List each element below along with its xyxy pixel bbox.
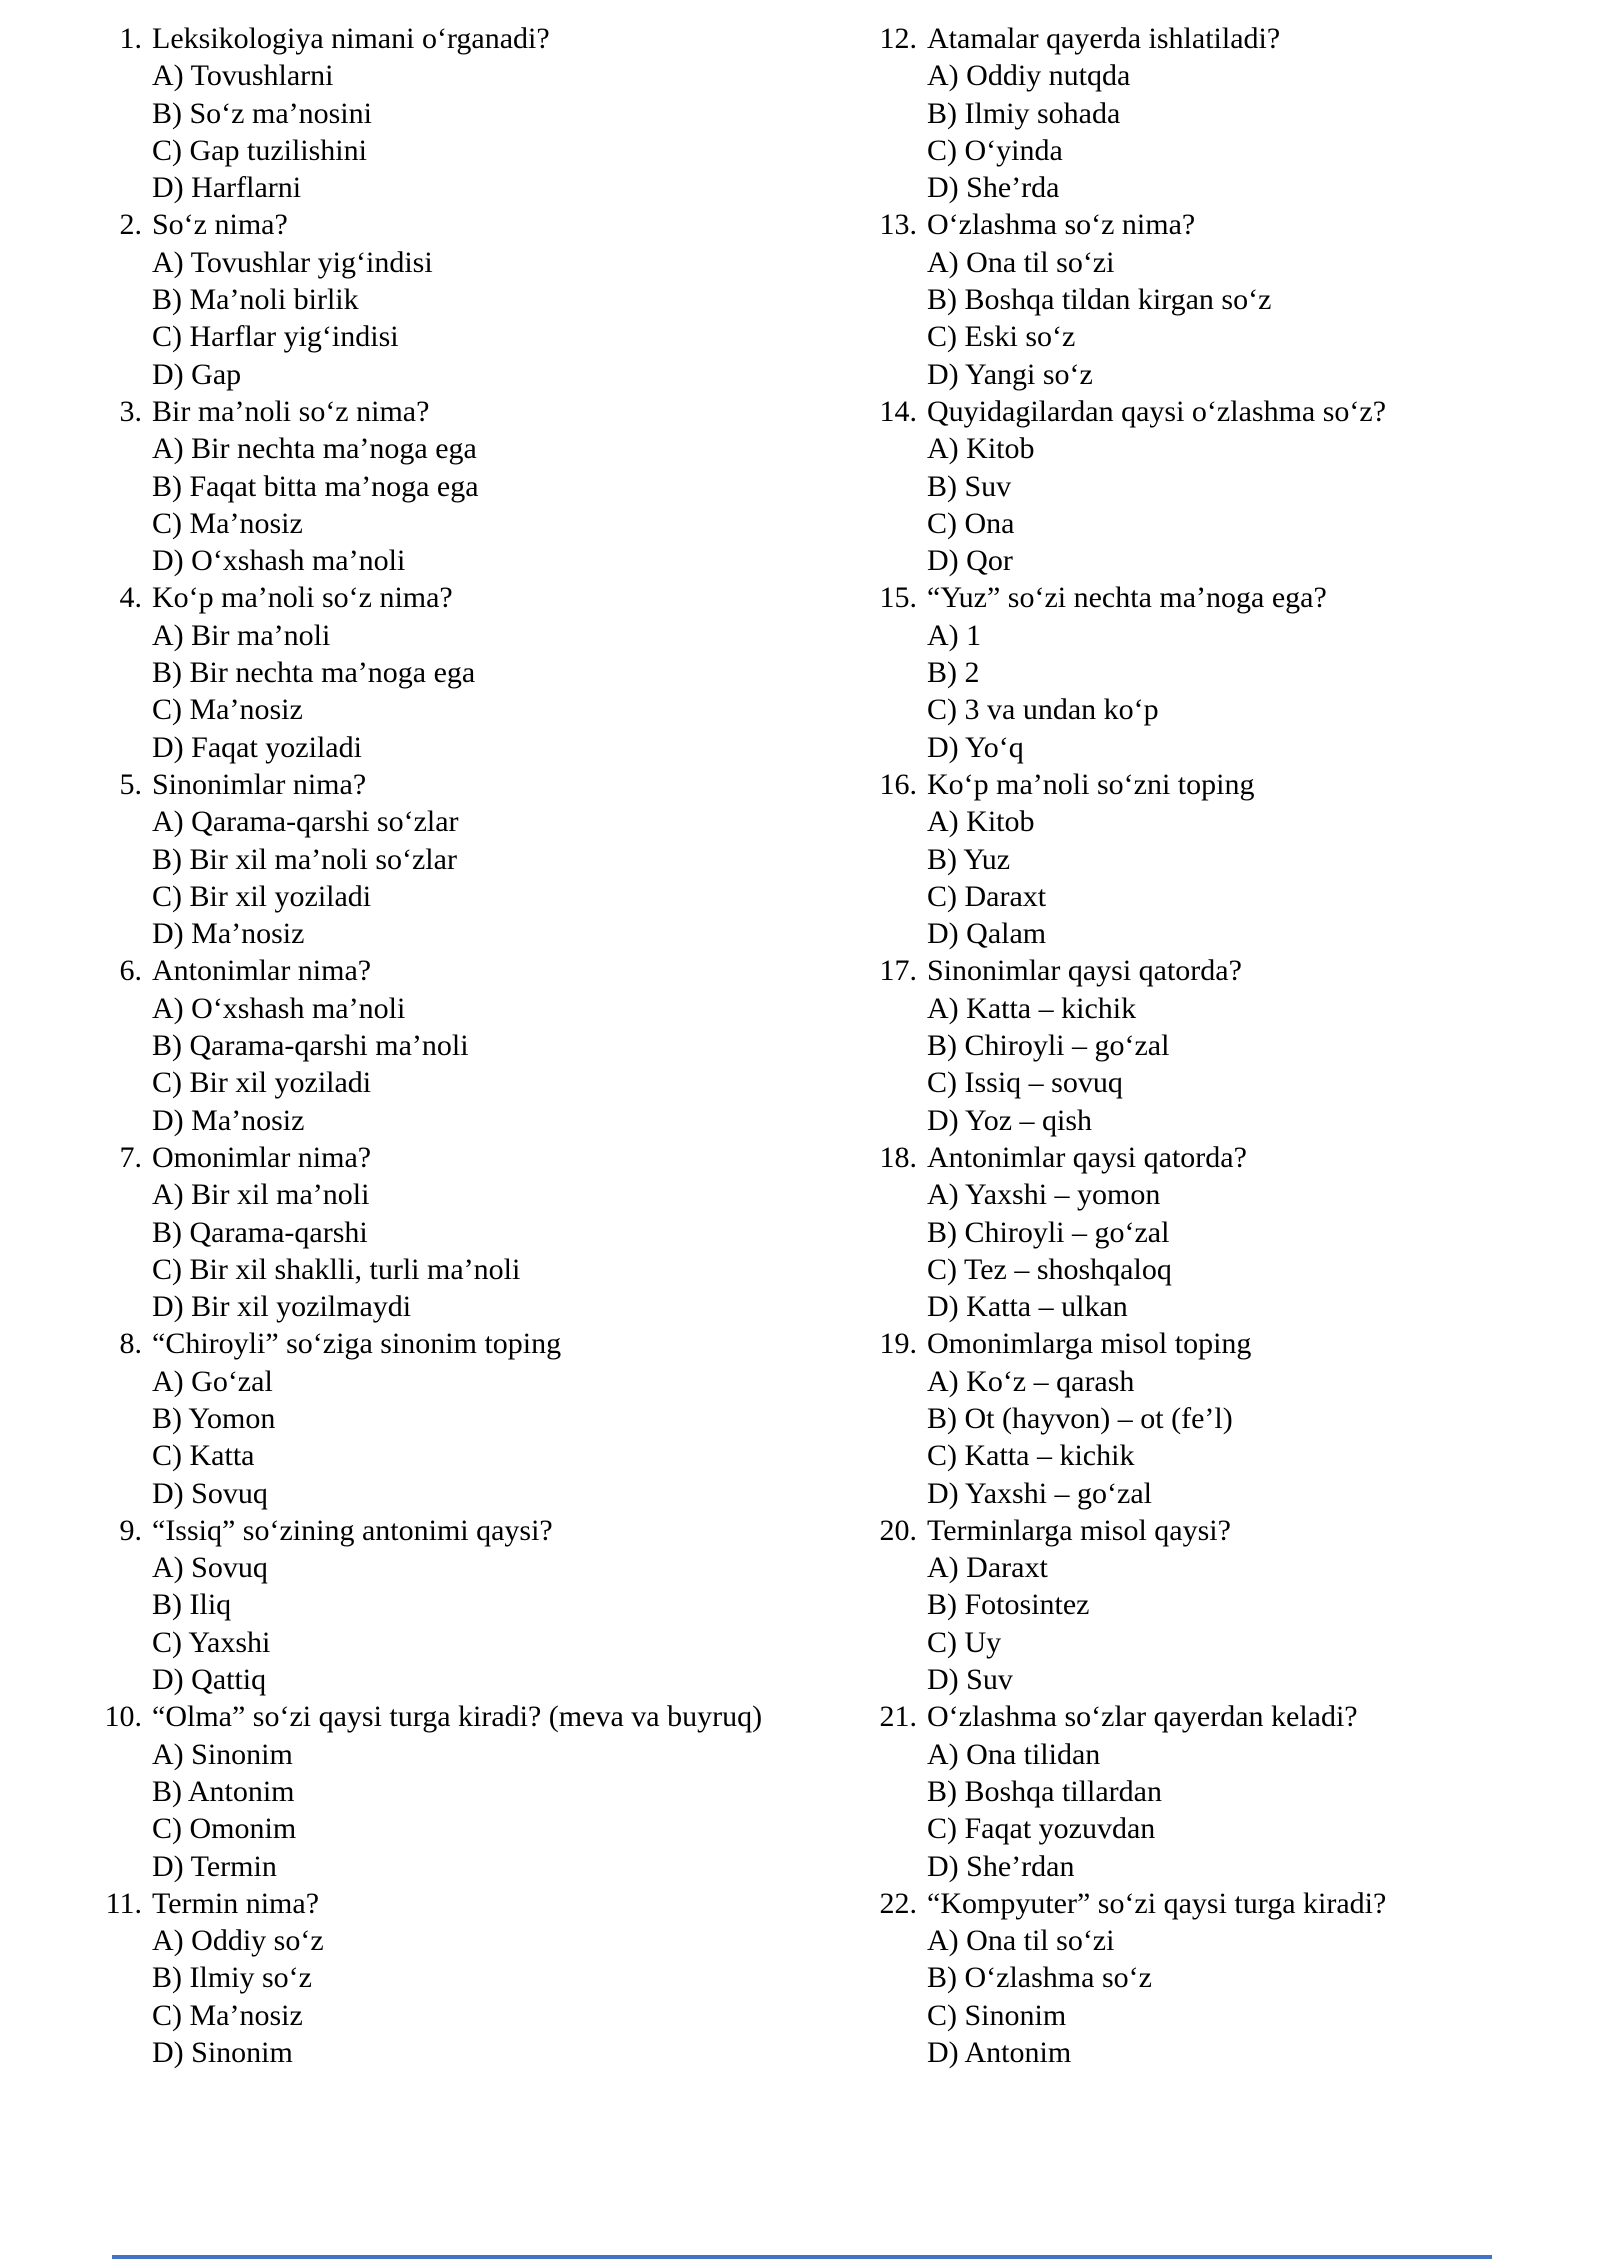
answer-option: D) Qattiq bbox=[152, 1663, 267, 1697]
answer-option: D) Antonim bbox=[927, 2036, 1072, 2070]
answer-option: B) Yomon bbox=[152, 1401, 276, 1435]
question bbox=[833, 393, 1600, 579]
question-text: Sinonimlar qaysi qatorda? bbox=[927, 954, 1242, 988]
answer-option: B) Bir xil ma’noli so‘zlar bbox=[152, 842, 457, 876]
answer-option: A) O‘xshash ma’noli bbox=[152, 991, 406, 1025]
question-number: 11. bbox=[105, 1886, 142, 1920]
question bbox=[833, 20, 1600, 206]
question bbox=[58, 1139, 800, 1325]
answer-option: C) Faqat yozuvdan bbox=[927, 1812, 1156, 1846]
question bbox=[833, 1512, 1600, 1698]
answer-option: D) Qalam bbox=[927, 917, 1047, 951]
answer-option: A) Bir nechta ma’noga ega bbox=[152, 432, 477, 466]
question-text: Omonimlar nima? bbox=[152, 1140, 372, 1174]
answer-option: B) Antonim bbox=[152, 1774, 295, 1808]
answer-options bbox=[833, 1549, 1600, 1698]
question-number: 3. bbox=[119, 394, 142, 428]
answer-option: D) Faqat yoziladi bbox=[152, 730, 362, 764]
question-number: 7. bbox=[119, 1140, 142, 1174]
question-number: 4. bbox=[119, 581, 142, 615]
answer-option: C) Bir xil shaklli, turli ma’noli bbox=[152, 1252, 521, 1286]
answer-option: B) Fotosintez bbox=[927, 1588, 1090, 1622]
answer-option: D) Sovuq bbox=[152, 1476, 268, 1510]
question bbox=[58, 952, 800, 1138]
bottom-divider-line bbox=[112, 2255, 1492, 2259]
answer-option: B) So‘z ma’nosini bbox=[152, 96, 372, 130]
answer-options bbox=[58, 1549, 800, 1698]
question-number: 12. bbox=[879, 22, 917, 55]
answer-option: C) Harflar yig‘indisi bbox=[152, 320, 399, 354]
question-text: “Issiq” so‘zining antonimi qaysi? bbox=[152, 1513, 553, 1547]
answer-option: A) Ona til so‘zi bbox=[927, 1924, 1115, 1958]
answer-option: B) Boshqa tildan kirgan so‘z bbox=[927, 283, 1272, 317]
answer-option: B) Ot (hayvon) – ot (fe’l) bbox=[927, 1401, 1233, 1435]
answer-option: A) Bir ma’noli bbox=[152, 618, 331, 652]
answer-option: C) Tez – shoshqaloq bbox=[927, 1252, 1172, 1286]
answer-option: C) Uy bbox=[927, 1625, 1002, 1659]
answer-option: D) Yangi so‘z bbox=[927, 357, 1093, 391]
question bbox=[833, 1325, 1600, 1511]
answer-option: B) Faqat bitta ma’noga ega bbox=[152, 469, 479, 503]
answer-options bbox=[833, 1922, 1600, 2071]
question bbox=[833, 1698, 1600, 1884]
question-number: 17. bbox=[879, 954, 917, 988]
answer-option: B) Ma’noli birlik bbox=[152, 283, 359, 317]
answer-option: A) Sinonim bbox=[152, 1737, 293, 1771]
question-text: Leksikologiya nimani o‘rganadi? bbox=[152, 22, 550, 55]
answer-option: C) Ma’nosiz bbox=[152, 693, 303, 727]
question-number: 18. bbox=[879, 1140, 917, 1174]
answer-option: D) Katta – ulkan bbox=[927, 1290, 1128, 1324]
answer-option: C) 3 va undan ko‘p bbox=[927, 693, 1159, 727]
answer-option: D) She’rdan bbox=[927, 1849, 1075, 1883]
answer-options bbox=[58, 1736, 800, 1885]
question-number: 6. bbox=[119, 954, 142, 988]
answer-option: A) Bir xil ma’noli bbox=[152, 1178, 370, 1212]
question bbox=[833, 952, 1600, 1138]
question-text: O‘zlashma so‘zlar qayerdan keladi? bbox=[927, 1700, 1358, 1734]
answer-option: C) Gap tuzilishini bbox=[152, 133, 367, 167]
question-text: Antonimlar qaysi qatorda? bbox=[927, 1140, 1247, 1174]
question bbox=[833, 766, 1600, 952]
answer-option: A) Kitob bbox=[927, 805, 1035, 839]
answer-options bbox=[58, 1176, 800, 1325]
question bbox=[58, 393, 800, 579]
question bbox=[833, 579, 1600, 765]
answer-option: C) Bir xil yoziladi bbox=[152, 879, 372, 913]
answer-option: A) Katta – kichik bbox=[927, 991, 1137, 1025]
answer-option: B) Yuz bbox=[927, 842, 1011, 876]
answer-option: C) Eski so‘z bbox=[927, 320, 1076, 354]
answer-option: B) Chiroyli – go‘zal bbox=[927, 1029, 1170, 1063]
question-text: So‘z nima? bbox=[152, 208, 288, 242]
answer-option: C) Ma’nosiz bbox=[152, 506, 303, 540]
question-column-left bbox=[0, 20, 800, 2071]
question-text: “Kompyuter” so‘zi qaysi turga kiradi? bbox=[927, 1886, 1387, 1920]
answer-option: B) Iliq bbox=[152, 1588, 232, 1622]
answer-options bbox=[58, 803, 800, 952]
answer-options bbox=[833, 1363, 1600, 1512]
question-text: “Chiroyli” so‘ziga sinonim toping bbox=[152, 1327, 562, 1361]
question-number: 15. bbox=[879, 581, 917, 615]
question-text: O‘zlashma so‘z nima? bbox=[927, 208, 1196, 242]
answer-option: B) Qarama-qarshi bbox=[152, 1215, 368, 1249]
answer-options bbox=[58, 1363, 800, 1512]
question-text: Antonimlar nima? bbox=[152, 954, 372, 988]
answer-option: B) Boshqa tillardan bbox=[927, 1774, 1162, 1808]
answer-option: A) Ona til so‘zi bbox=[927, 245, 1115, 279]
answer-option: B) Suv bbox=[927, 469, 1012, 503]
answer-option: D) Ma’nosiz bbox=[152, 917, 305, 951]
question-number: 2. bbox=[119, 208, 142, 242]
answer-option: D) Yaxshi – go‘zal bbox=[927, 1476, 1152, 1510]
question-text: Ko‘p ma’noli so‘zni toping bbox=[927, 767, 1255, 801]
answer-option: B) Ilmiy so‘z bbox=[152, 1961, 312, 1995]
question-column-right bbox=[800, 20, 1600, 2071]
answer-option: C) Daraxt bbox=[927, 879, 1047, 913]
answer-options bbox=[833, 1176, 1600, 1325]
answer-option: C) Katta bbox=[152, 1439, 255, 1473]
question-text: Atamalar qayerda ishlatiladi? bbox=[927, 22, 1281, 55]
question bbox=[58, 579, 800, 765]
answer-options bbox=[833, 244, 1600, 393]
question-text: “Yuz” so‘zi nechta ma’noga ega? bbox=[927, 581, 1327, 615]
answer-option: C) Katta – kichik bbox=[927, 1439, 1135, 1473]
answer-option: D) Termin bbox=[152, 1849, 277, 1883]
question-number: 22. bbox=[879, 1886, 917, 1920]
answer-option: A) Sovuq bbox=[152, 1551, 268, 1585]
answer-option: C) Bir xil yoziladi bbox=[152, 1066, 372, 1100]
question-text: Termin nima? bbox=[152, 1886, 320, 1920]
answer-options bbox=[833, 617, 1600, 766]
answer-options bbox=[833, 803, 1600, 952]
answer-option: C) Issiq – sovuq bbox=[927, 1066, 1123, 1100]
question-number: 9. bbox=[119, 1513, 142, 1547]
question bbox=[833, 1139, 1600, 1325]
answer-option: A) Ona tilidan bbox=[927, 1737, 1101, 1771]
answer-option: A) Daraxt bbox=[927, 1551, 1048, 1585]
answer-option: D) Suv bbox=[927, 1663, 1013, 1697]
question bbox=[58, 1885, 800, 2071]
question-text: Terminlarga misol qaysi? bbox=[927, 1513, 1231, 1547]
question-text: Ko‘p ma’noli so‘z nima? bbox=[152, 581, 453, 615]
question-text: Bir ma’noli so‘z nima? bbox=[152, 394, 430, 428]
answer-option: A) Kitob bbox=[927, 432, 1035, 466]
answer-options bbox=[833, 990, 1600, 1139]
answer-options bbox=[58, 430, 800, 579]
question-number: 14. bbox=[879, 394, 917, 428]
question-number: 20. bbox=[879, 1513, 917, 1547]
answer-option: B) Bir nechta ma’noga ega bbox=[152, 656, 476, 690]
answer-options bbox=[58, 990, 800, 1139]
answer-options bbox=[833, 57, 1600, 206]
answer-option: A) Ko‘z – qarash bbox=[927, 1364, 1135, 1398]
answer-options bbox=[58, 57, 800, 206]
answer-option: D) O‘xshash ma’noli bbox=[152, 544, 406, 578]
answer-option: D) Gap bbox=[152, 357, 242, 391]
answer-option: A) Tovushlar yig‘indisi bbox=[152, 245, 433, 279]
question-number: 5. bbox=[119, 767, 142, 801]
question-number: 8. bbox=[119, 1327, 142, 1361]
answer-option: D) Bir xil yozilmaydi bbox=[152, 1290, 412, 1324]
answer-option: A) Tovushlarni bbox=[152, 59, 334, 93]
answer-option: B) O‘zlashma so‘z bbox=[927, 1961, 1152, 1995]
answer-option: D) Ma’nosiz bbox=[152, 1103, 305, 1137]
question bbox=[58, 1512, 800, 1698]
answer-option: D) Sinonim bbox=[152, 2036, 293, 2070]
answer-option: B) 2 bbox=[927, 656, 980, 690]
answer-option: C) Ma’nosiz bbox=[152, 1998, 303, 2032]
question-number: 13. bbox=[879, 208, 917, 242]
answer-option: A) Go‘zal bbox=[152, 1364, 273, 1398]
answer-options bbox=[833, 430, 1600, 579]
question-number: 19. bbox=[879, 1327, 917, 1361]
question bbox=[58, 1698, 800, 1884]
question-number: 21. bbox=[879, 1700, 917, 1734]
answer-options bbox=[58, 617, 800, 766]
question-number: 10. bbox=[104, 1700, 142, 1734]
answer-option: A) Oddiy so‘z bbox=[152, 1924, 324, 1958]
answer-option: D) Yoz – qish bbox=[927, 1103, 1093, 1137]
answer-option: A) Qarama-qarshi so‘zlar bbox=[152, 805, 459, 839]
answer-option: A) Yaxshi – yomon bbox=[927, 1178, 1161, 1212]
question bbox=[58, 766, 800, 952]
answer-option: C) Sinonim bbox=[927, 1998, 1067, 2032]
answer-option: D) She’rda bbox=[927, 171, 1060, 205]
answer-option: D) Yo‘q bbox=[927, 730, 1024, 764]
answer-option: A) 1 bbox=[927, 618, 982, 652]
question-text: “Olma” so‘zi qaysi turga kiradi? (meva va buyruq) bbox=[152, 1700, 763, 1734]
answer-options bbox=[833, 1736, 1600, 1885]
question bbox=[833, 206, 1600, 392]
answer-option: D) Harflarni bbox=[152, 171, 302, 205]
answer-option: A) Oddiy nutqda bbox=[927, 59, 1131, 93]
question bbox=[833, 1885, 1600, 2071]
question-number: 1. bbox=[119, 22, 142, 55]
answer-option: B) Chiroyli – go‘zal bbox=[927, 1215, 1170, 1249]
answer-options bbox=[58, 1922, 800, 2071]
question-text: Sinonimlar nima? bbox=[152, 767, 367, 801]
answer-option: D) Qor bbox=[927, 544, 1013, 578]
answer-option: C) O‘yinda bbox=[927, 133, 1063, 167]
question-text: Omonimlarga misol toping bbox=[927, 1327, 1252, 1361]
answer-options bbox=[58, 244, 800, 393]
question-number: 16. bbox=[879, 767, 917, 801]
question bbox=[58, 206, 800, 392]
answer-option: B) Ilmiy sohada bbox=[927, 96, 1121, 130]
answer-option: C) Omonim bbox=[152, 1812, 297, 1846]
answer-option: C) Yaxshi bbox=[152, 1625, 271, 1659]
question bbox=[58, 1325, 800, 1511]
answer-option: B) Qarama-qarshi ma’noli bbox=[152, 1029, 469, 1063]
question bbox=[58, 20, 800, 206]
question-text: Quyidagilardan qaysi o‘zlashma so‘z? bbox=[927, 394, 1387, 428]
answer-option: C) Ona bbox=[927, 506, 1015, 540]
